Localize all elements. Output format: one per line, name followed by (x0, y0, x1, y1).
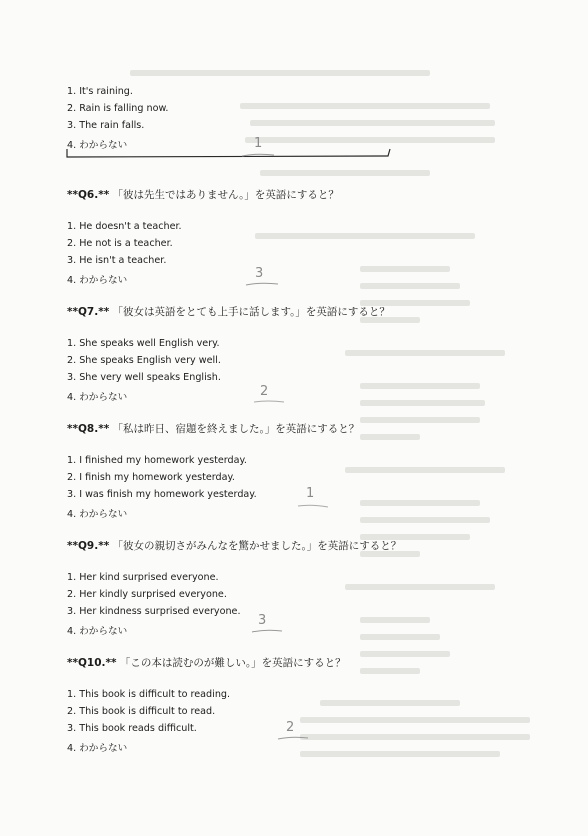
q10-hand-arrow (276, 734, 316, 744)
q7-number: **Q7.** (67, 306, 110, 318)
q7-option-2: 2. She speaks English very well. (67, 355, 221, 366)
hand-arrow (240, 150, 280, 160)
q8-option-2: 2. I finish my homework yesterday. (67, 472, 235, 483)
q10-title (67, 655, 346, 670)
q8-title (67, 421, 359, 436)
q5-option-1: 1. It's raining. (67, 86, 133, 97)
hand-drawn-bracket (66, 145, 396, 165)
q7-prompt: 「彼女は英語をとても上手に話します。」を英語にすると？ (109, 306, 390, 318)
q9-option-4: 4. わからない (67, 626, 128, 637)
q6-option-1: 1. He doesn't a teacher. (67, 221, 182, 232)
handwritten-answer: 1 (254, 136, 263, 151)
q7-option-4: 4. わからない (67, 392, 128, 403)
q7-title (67, 304, 390, 319)
q6-handwritten-answer: 3 (255, 266, 264, 281)
q7-hand-arrow (252, 398, 292, 408)
q10-handwritten-answer: 2 (286, 720, 295, 735)
q9-option-1: 1. Her kind surprised everyone. (67, 572, 219, 583)
q6-title (67, 187, 339, 202)
q5-option-3: 3. The rain falls. (67, 120, 145, 131)
q8-number: **Q8.** (67, 423, 110, 435)
q9-title (67, 538, 401, 553)
q10-prompt: 「この本は読むのが難しい。」を英語にすると？ (116, 657, 346, 669)
q9-prompt: 「彼女の親切さがみんなを驚かせました。」を英語にすると？ (109, 540, 402, 552)
q5-option-2: 2. Rain is falling now. (67, 103, 169, 114)
q9-option-2: 2. Her kindly surprised everyone. (67, 589, 227, 600)
q8-option-4: 4. わからない (67, 509, 128, 520)
q7-handwritten-answer: 2 (260, 384, 269, 399)
q8-handwritten-answer: 1 (306, 486, 315, 501)
q10-option-2: 2. This book is difficult to read. (67, 706, 216, 717)
q9-number: **Q9.** (67, 540, 110, 552)
q10-option-1: 1. This book is difficult to reading. (67, 689, 231, 700)
q10-option-4: 4. わからない (67, 743, 128, 754)
q7-option-3: 3. She very well speaks English. (67, 372, 221, 383)
q6-prompt: 「彼は先生ではありません。」を英語にすると？ (109, 189, 339, 201)
q6-option-2: 2. He not is a teacher. (67, 238, 173, 249)
q6-number: **Q6.** (67, 189, 110, 201)
q8-option-1: 1. I finished my homework yesterday. (67, 455, 247, 466)
q6-hand-arrow (244, 280, 284, 290)
q6-option-3: 3. He isn't a teacher. (67, 255, 167, 266)
q9-handwritten-answer: 3 (258, 613, 267, 628)
q8-hand-arrow (296, 502, 336, 512)
q10-option-3: 3. This book reads difficult. (67, 723, 197, 734)
q10-number: **Q10.** (67, 657, 117, 669)
q5-option-4: 4. わからない (67, 140, 128, 151)
q8-prompt: 「私は昨日、宿題を終えました。」を英語にすると？ (109, 423, 360, 435)
q9-option-3: 3. Her kindness surprised everyone. (67, 606, 241, 617)
q9-hand-arrow (250, 627, 290, 637)
q6-option-4: 4. わからない (67, 275, 128, 286)
q7-option-1: 1. She speaks well English very. (67, 338, 220, 349)
q8-option-3: 3. I was finish my homework yesterday. (67, 489, 257, 500)
